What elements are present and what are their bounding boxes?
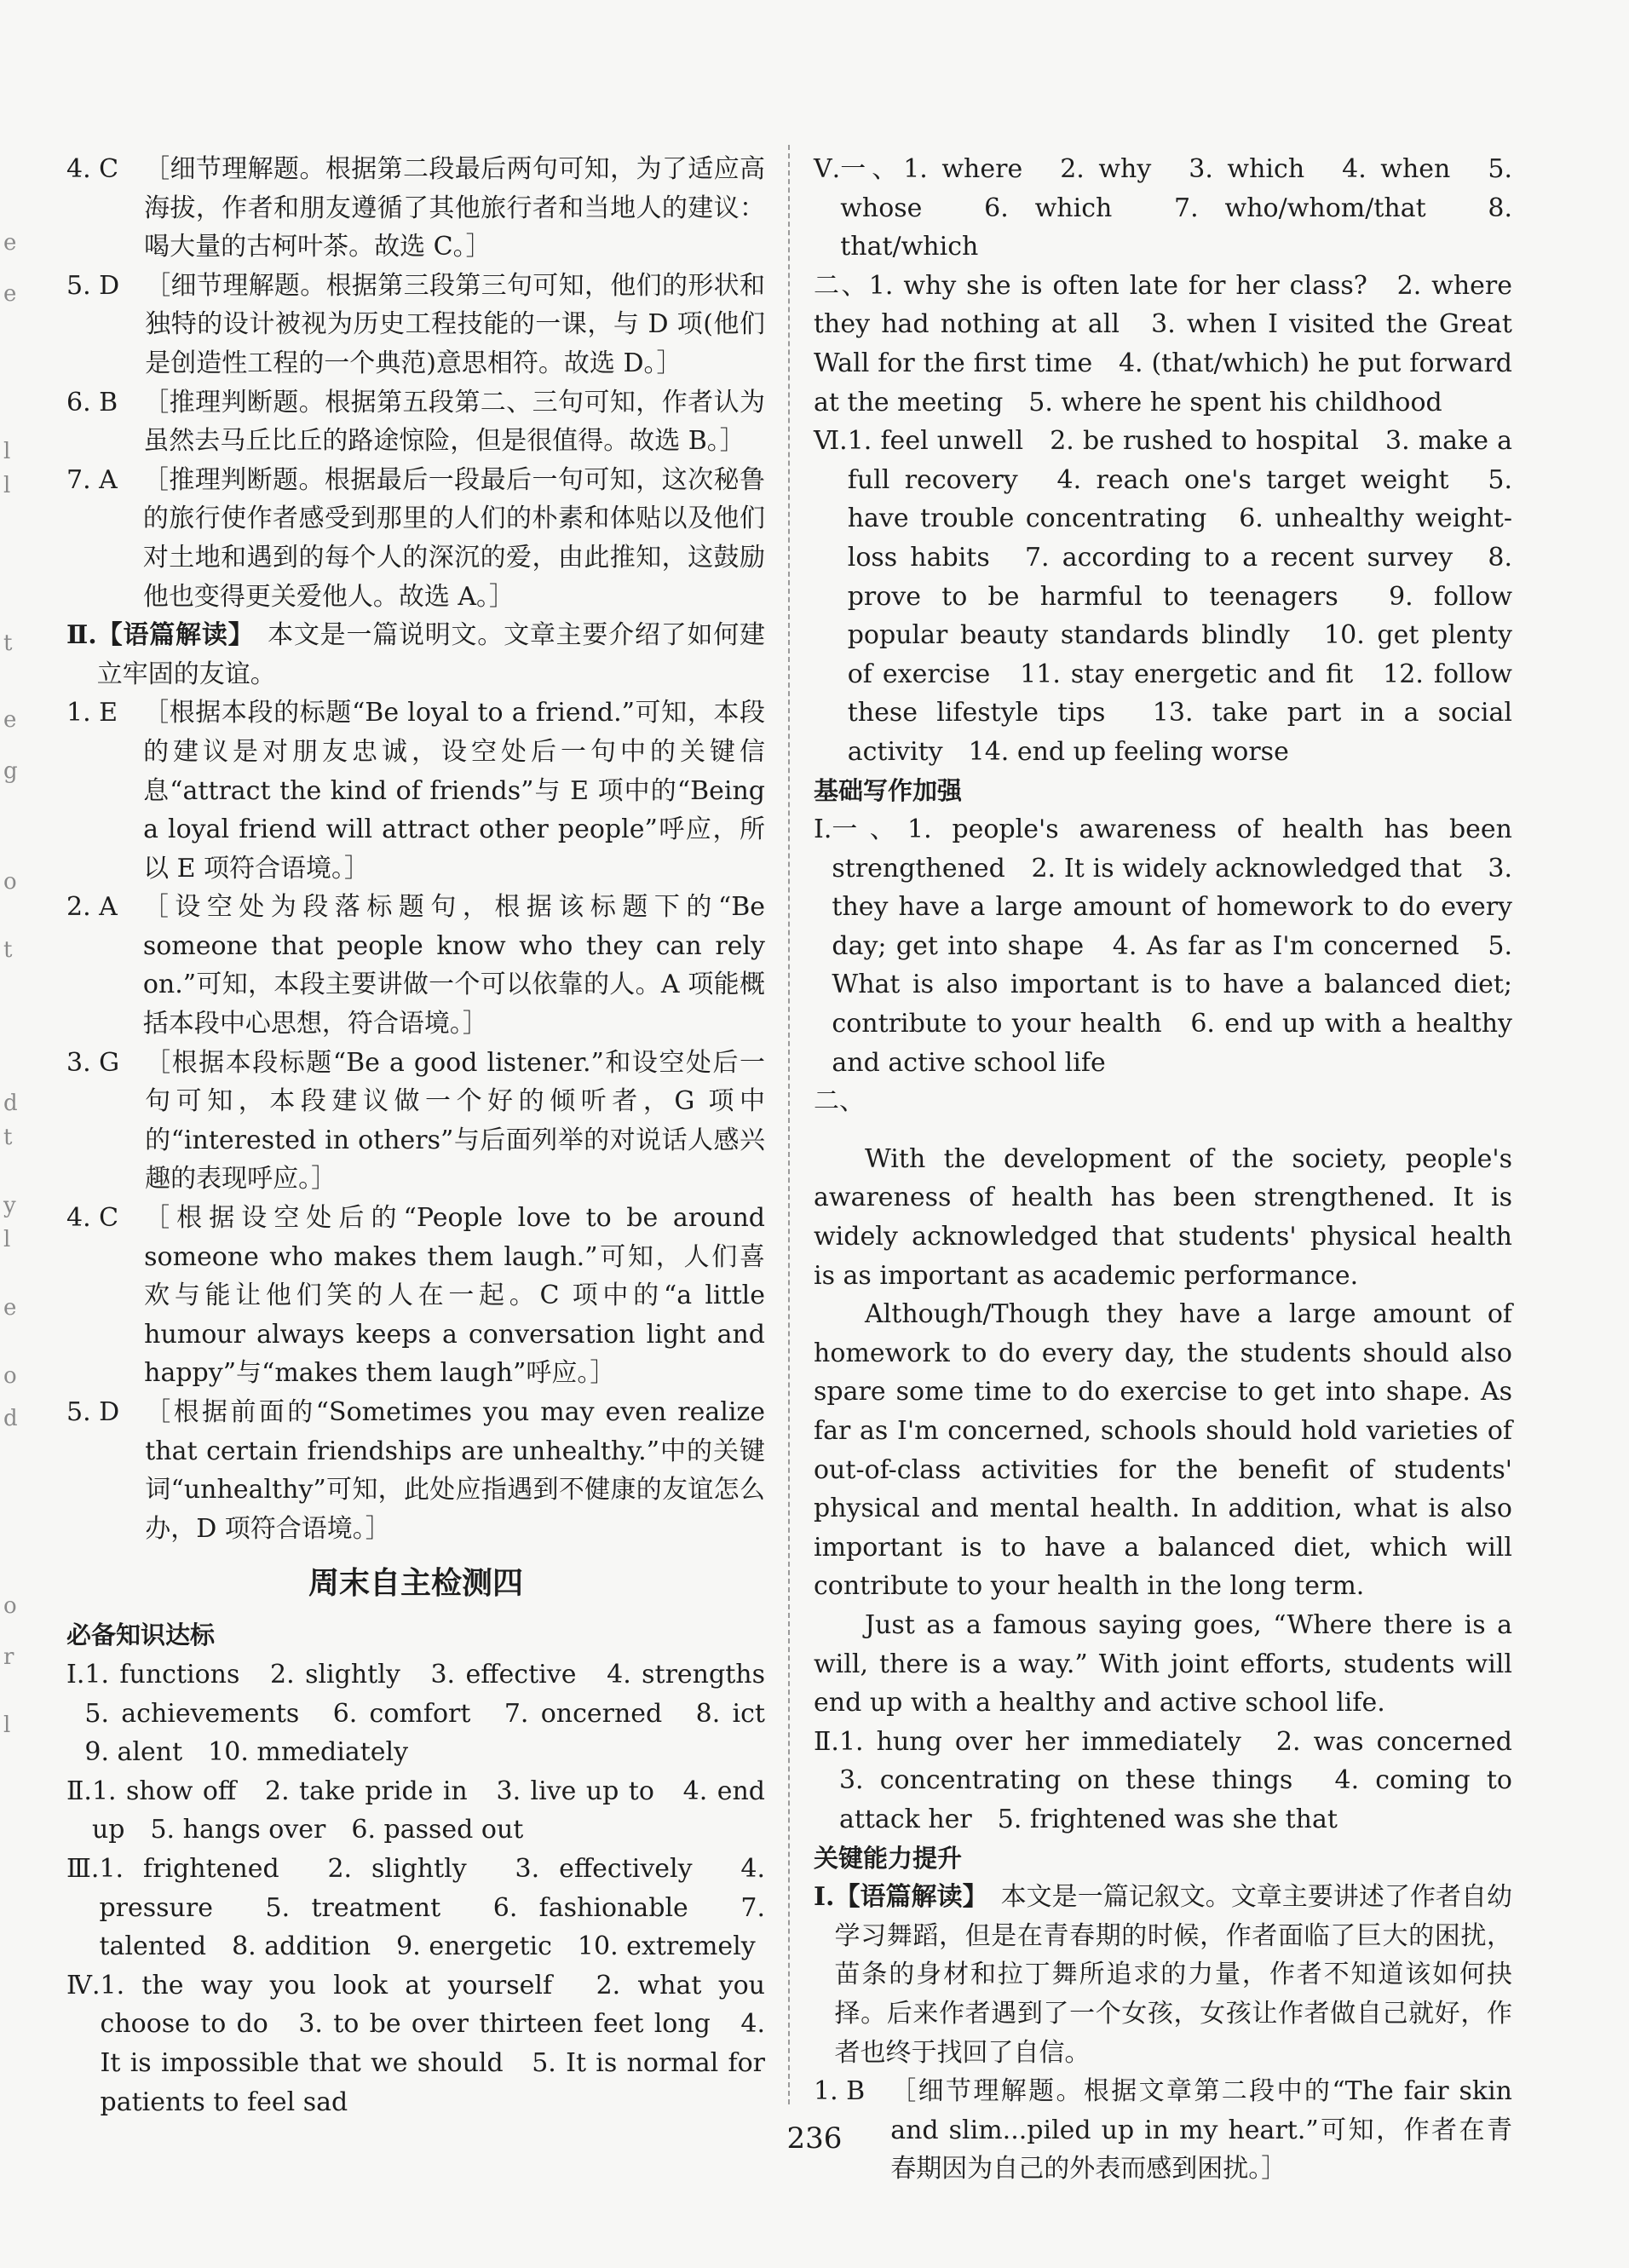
answer-item [66,383,765,461]
edge-letter: o [3,1363,17,1389]
item-text: ［推理判断题。根据最后一段最后一句可知，这次秘鲁的旅行使作者感受到那里的人们的朴素和体贴以及他们对土地和遇到的每个人的深沉的爱，由此推知，这鼓励他也变得更关爱他人。故选 A。］ [142,464,765,612]
item-number: 4. C [66,154,145,184]
section-heading: 基础写作加强 [814,775,963,805]
answer-item [66,888,765,1043]
item-text: ［细节理解题。根据第二段最后两句可知，为了适应高海拔，作者和朋友遵循了其他旅行者和当地人的建议：喝大量的古柯叶茶。故选 C。］ [144,154,765,262]
right-column [814,150,1538,2189]
edge-letter: l [3,439,11,464]
essay-paragraph: Just as a famous saying goes, “Where there is a will, there is a way.” With joint efforts, students will end up with a healthy and active school life. [814,1609,1512,1718]
item-number: Ⅱ. [814,1726,839,1757]
item-text: 1. feel unwell 2. be rushed to hospital 3. make a full recovery 4. reach one's target weight 5. have trouble concentrating 6. unhealthy weight-loss habits 7. according to a recent survey 8. prove to be harmful to teenagers 9. follow popular beauty standards blindly 10. get plenty of exercise 11. stay energetic and fit 12. follow these lifestyle tips 13. take part in a social activity 14. end up feeling worse [847,426,1512,767]
answer-item [66,1850,765,1966]
adjacent-page-edge [0,0,20,2268]
item-text: 1. show off 2. take pride in 3. live up to 4. end up 5. hangs over 6. passed out [91,1776,765,1845]
item-number: Ⅰ. [814,815,832,845]
part-label: 二、 [814,1086,865,1117]
answer-item [66,1966,765,2121]
item-number: Ⅵ. [814,426,848,457]
section-title: 周末自主检测四 [308,1566,523,1602]
edge-letter: e [3,230,17,256]
item-number: 3. G [66,1047,146,1078]
edge-letter: y [3,1193,16,1218]
item-number: 7. A [66,464,143,495]
essay-paragraph: Although/Though they have a large amount of homework to do every day, the students should also spare some time to do exercise to get into shape. As far as I'm concerned, schools should hold varieties of out-of-class activities for the benefit of students' physical and mental health. In addition, what is also important is to have a balanced diet, which will contribute to your health in the long term. [814,1299,1512,1602]
answer-item [814,150,1512,267]
intro-text: 本文是一篇说明文。文章主要介绍了如何建立牢固的友谊。 [96,620,766,689]
answer-item [66,1199,765,1393]
item-text: 1. functions 2. slightly 3. effective 4. strengths 5. achievements 6. comfort 7. oncerned 8. ict 9. alent 10. mmediately [84,1659,791,1768]
item-text: 一、1. where 2. why 3. which 4. when 5. whose 6. which 7. who/whom/that 8. that/which [840,154,1512,262]
item-text: ［根据本段标题“Be a good listener.”和设空处后一句可知，本段建议做一个好的倾听者，G 项中的“interested in others”与后面列举的对说话人感兴趣的表现呼应。］ [145,1047,765,1194]
item-text: 1. hung over her immediately 2. was concerned 3. concentrating on these things 4. coming to attack her 5. frightened was she that [838,1726,1538,1834]
item-text: ［细节理解题。根据文章第二段中的“The fair skin and slim...piled up in my heart.”可知，作者在青春期因为自己的外表而感到困扰。］ [890,2076,1512,2185]
edge-letter: g [3,758,18,784]
section-heading: 必备知识达标 [66,1620,216,1650]
essay-paragraph: With the development of the society, people's awareness of health has been strengthened. It is widely acknowledged that students' physical health is as important as academic performance. [814,1143,1512,1291]
item-number: Ⅰ. [66,1659,85,1689]
item-text: ［根据设空处后的“People love to be around someone who makes them laugh.”可知，人们喜欢与能让他们笑的人在一起。C 项中的“a little humour always keeps a conversation light and happy”与“makes them laugh”呼应。］ [144,1203,765,1389]
answer-item [814,422,1512,771]
left-column [66,150,791,2121]
section-heading: 关键能力提升 [814,1843,963,1873]
edge-letter: e [3,707,17,733]
item-text: 二、1. why she is often late for her class? 2. where they had nothing at all 3. when I visited the Great Wall for the first time 4. (that/which) he put forward at the meeting 5. where he spent his childhood [814,270,1512,417]
intro-number: Ⅱ. [66,620,97,651]
answer-item [66,1772,765,1850]
answer-item [66,267,765,383]
item-text: ［推理判断题。根据第五段第二、三句可知，作者认为虽然去马丘比丘的路途惊险，但是很值得。故选 B。］ [143,387,765,457]
intro-number: Ⅰ. [814,1882,835,1913]
answer-item [66,461,765,616]
edge-letter: t [3,630,13,656]
answer-item [66,150,765,267]
item-text: ［设空处为段落标题句，根据该标题下的“Be someone that people know who they can rely on.”可知，本段主要讲做一个可以依靠的人。A 项能概括本段中心思想，符合语境。］ [142,892,765,1039]
passage-intro [66,616,765,694]
edge-letter: t [3,937,13,963]
item-number: 4. C [66,1203,145,1234]
passage-intro [814,1878,1512,2072]
edge-letter: d [3,1406,18,1431]
edge-letter: o [3,869,17,895]
item-number: 1. B [814,2076,891,2107]
edge-letter: e [3,1295,17,1321]
item-text: 1. the way you look at yourself 2. what you choose to do 3. to be over thirteen feet long 4. It is impossible that we should 5. It is normal for patients to feel sad [100,1970,765,2117]
item-number: 5. D [66,270,146,301]
edge-letter: d [3,1091,18,1116]
item-text: ［根据前面的“Sometimes you may even realize that certain friendships are unhealthy.”中的关键词“unhealthy”可知，此处应指遇到不健康的友谊怎么办，D 项符合语境。］ [145,1397,765,1544]
item-text: 一、1. people's awareness of health has been strengthened 2. It is widely acknowledged that 3. they have a large amount of homework to do every day; get into shape 4. As far as I'm concerned 5. What is also important is to have a balanced diet; contribute to your health 6. end up with a healthy and active school life [832,815,1512,1078]
column-divider [788,145,790,2104]
edge-letter: o [3,1593,17,1619]
edge-letter: e [3,281,17,307]
item-text: ［根据本段的标题“Be loyal to a friend.”可知，本段的建议是对朋友忠诚，设空处后一句中的关键信息“attract the kind of friends”与 E 项中的“Being a loyal friend will attract other people”呼应，所以 E 项符合语境。］ [143,698,765,884]
item-text: ［细节理解题。根据第三段第三句可知，他们的形状和独特的设计被视为历史工程技能的一课，与 D 项(他们是创造性工程的一个典范)意思相符。故选 D。］ [145,270,765,378]
item-number: 1. E [66,698,144,728]
intro-text: 本文是一篇记叙文。文章主要讲述了作者自幼学习舞蹈，但是在青春期的时候，作者面临了巨大的困扰，苗条的身材和拉丁舞所追求的力量，作者不知道该如何抉择。后来作者遇到了一个女孩，女孩让作者做自己就好，作者也终于找回了自信。 [834,1882,1513,2068]
edge-letter: l [3,1713,11,1738]
item-number: 5. D [66,1397,146,1427]
item-number: 2. A [66,892,143,923]
edge-letter: l [3,473,11,498]
answer-item [66,1655,791,1772]
intro-tag: 【语篇解读】 [96,620,242,651]
item-number: Ⅱ. [66,1776,92,1806]
item-number: 6. B [66,387,144,417]
intro-tag: 【语篇解读】 [834,1882,976,1913]
answer-item [66,1393,765,1548]
edge-letter: l [3,1227,11,1252]
answer-item [814,810,1512,1082]
edge-letter: t [3,1125,13,1150]
page-number: 236 [786,2121,843,2156]
answer-item [66,1044,765,1199]
answer-item [66,694,765,888]
item-number: Ⅳ. [66,1970,101,2000]
answer-item [814,1723,1538,1839]
item-number: Ⅲ. [66,1853,100,1884]
edge-letter: r [3,1644,14,1670]
item-number: Ⅴ. [814,154,841,184]
item-text: 1. frightened 2. slightly 3. effectively 4. pressure 5. treatment 6. fashionable 7. talented 8. addition 9. energetic 10. extremely [99,1853,765,1962]
answer-item [814,267,1512,422]
